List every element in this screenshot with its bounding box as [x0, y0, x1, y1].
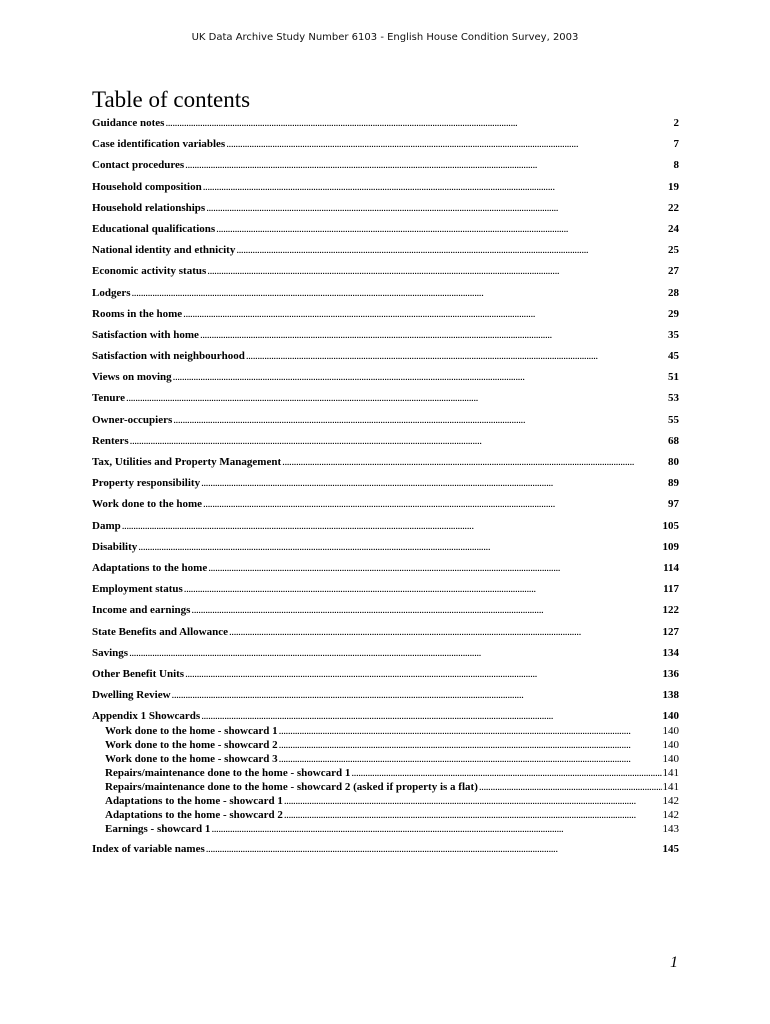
toc-entry-page: 143 [662, 823, 679, 836]
dot-leader [207, 265, 667, 277]
toc-entry-page: 55 [668, 413, 679, 426]
toc-entry[interactable] [92, 244, 679, 265]
toc-subentry[interactable] [92, 767, 679, 781]
toc-entry-label: Lodgers [92, 286, 131, 299]
toc-entry[interactable] [92, 181, 679, 202]
toc-entry-page: 27 [668, 265, 679, 278]
dot-leader [229, 626, 662, 638]
toc-entry[interactable] [92, 159, 679, 180]
table-of-contents [92, 117, 679, 864]
dot-leader [284, 795, 662, 807]
dot-leader [191, 604, 661, 616]
dot-leader [479, 781, 662, 793]
toc-entry[interactable] [92, 392, 679, 413]
toc-entry[interactable] [92, 435, 679, 456]
dot-leader [173, 371, 667, 383]
dot-leader [129, 647, 661, 659]
toc-entry-page: 142 [662, 795, 679, 808]
running-header: UK Data Archive Study Number 6103 - English House Condition Survey, 2003 [191, 32, 579, 43]
dot-leader [246, 350, 667, 362]
toc-entry-label: Tenure [92, 392, 126, 405]
toc-subentry[interactable] [92, 823, 679, 837]
toc-entry[interactable] [92, 477, 679, 498]
dot-leader [236, 244, 667, 256]
dot-leader [122, 520, 662, 532]
page-number: 1 [670, 954, 678, 971]
toc-entry-label: Case identification variables [92, 138, 226, 151]
toc-entry-page: 142 [662, 809, 679, 822]
toc-entry-label: Adaptations to the home - showcard 2 [105, 809, 283, 822]
toc-entry-page: 141 [662, 767, 679, 780]
dot-leader [184, 583, 662, 595]
toc-entry-page: 29 [668, 307, 679, 320]
toc-entry-page: 114 [663, 561, 679, 574]
toc-entry-label: Adaptations to the home - showcard 1 [105, 795, 283, 808]
dot-leader [206, 843, 662, 855]
toc-entry-label: Dwelling Review [92, 689, 171, 702]
toc-entry[interactable] [92, 541, 679, 562]
toc-entry-label: Owner-occupiers [92, 413, 173, 426]
toc-entry-label: State Benefits and Allowance [92, 625, 228, 638]
toc-entry-page: 89 [668, 477, 679, 490]
toc-entry-page: 22 [668, 201, 679, 214]
toc-entry-label: Work done to the home - showcard 1 [105, 725, 278, 738]
dot-leader [201, 710, 661, 722]
toc-entry[interactable] [92, 138, 679, 159]
toc-entry-label: Tax, Utilities and Property Management [92, 456, 282, 468]
toc-subentry[interactable] [92, 739, 679, 753]
toc-entry-page: 51 [668, 371, 679, 384]
dot-leader [284, 809, 662, 821]
toc-entry[interactable] [92, 647, 679, 668]
toc-entry-label: Other Benefit Units [92, 667, 185, 680]
dot-leader [282, 456, 667, 468]
dot-leader [208, 562, 662, 574]
dot-leader [172, 689, 662, 701]
toc-entry-page: 109 [662, 540, 679, 553]
toc-appendix-entries [92, 725, 679, 837]
toc-entry-page: 28 [668, 286, 679, 299]
dot-leader [201, 477, 667, 489]
toc-entry-page: 117 [663, 583, 679, 596]
toc-subentry[interactable] [92, 725, 679, 739]
toc-entry-page: 122 [662, 604, 679, 617]
toc-entry-label: Repairs/maintenance done to the home - showcard 2 (asked if property is a flat) [105, 781, 478, 794]
page-title: Table of contents [92, 87, 251, 112]
toc-entry-page: 136 [662, 667, 679, 680]
toc-entry-label: Work done to the home - showcard 3 [105, 753, 278, 766]
toc-entry[interactable] [92, 520, 679, 541]
toc-entry-label: Employment status [92, 583, 183, 596]
toc-entry-label: Educational qualifications [92, 222, 216, 235]
toc-entry-label: Index of variable names [92, 843, 205, 856]
toc-entry[interactable] [92, 287, 679, 308]
toc-entry-page: 25 [668, 244, 679, 257]
toc-entry-page: 7 [673, 138, 679, 151]
toc-subentry[interactable] [92, 781, 679, 795]
toc-entry-index[interactable] [92, 843, 679, 864]
toc-entry-label: Work done to the home - showcard 2 [105, 739, 278, 752]
dot-leader [351, 767, 661, 779]
toc-entry-label: Satisfaction with home [92, 328, 199, 341]
toc-entry[interactable] [92, 498, 679, 519]
toc-entry-label: Earnings - showcard 1 [105, 823, 211, 836]
toc-entry-label: Income and earnings [92, 604, 191, 617]
dot-leader [173, 414, 667, 426]
toc-entry-label: Contact procedures [92, 159, 185, 172]
toc-entry[interactable] [92, 583, 679, 604]
dot-leader [126, 392, 667, 404]
toc-entry-page: 141 [662, 781, 679, 794]
toc-entry-label: National identity and ethnicity [92, 244, 236, 257]
toc-entry-label: Views on moving [92, 371, 172, 384]
toc-entry-label: Guidance notes [92, 117, 165, 129]
toc-subentry[interactable] [92, 753, 679, 767]
dot-leader [203, 181, 667, 193]
dot-leader [185, 159, 672, 171]
toc-entry-page: 140 [662, 753, 679, 766]
toc-entry[interactable] [92, 202, 679, 223]
toc-entry-page: 24 [668, 222, 679, 235]
toc-entry[interactable] [92, 329, 679, 350]
toc-entry-label: Savings [92, 646, 129, 659]
toc-entry-page: 2 [673, 117, 679, 129]
toc-entry-label: Disability [92, 540, 138, 553]
toc-entry-label: Work done to the home [92, 498, 202, 511]
dot-leader [211, 823, 661, 835]
dot-leader [138, 541, 661, 553]
toc-entry-page: 140 [662, 710, 679, 723]
toc-entry[interactable] [92, 689, 679, 710]
toc-entry-page: 145 [662, 843, 679, 856]
toc-entry-page: 35 [668, 328, 679, 341]
toc-entry[interactable] [92, 456, 679, 477]
toc-entry-label: Property responsibility [92, 477, 201, 490]
dot-leader [165, 117, 672, 129]
dot-leader [206, 202, 667, 214]
dot-leader [130, 435, 667, 447]
toc-entry-page: 19 [668, 180, 679, 193]
dot-leader [279, 725, 662, 737]
toc-entry[interactable] [92, 710, 679, 725]
toc-entry-page: 45 [668, 350, 679, 363]
toc-subentry[interactable] [92, 809, 679, 823]
toc-entry-page: 105 [662, 519, 679, 532]
toc-entry-page: 134 [662, 646, 679, 659]
dot-leader [279, 753, 662, 765]
toc-entry-label: Repairs/maintenance done to the home - showcard 1 [105, 767, 351, 780]
toc-entry[interactable] [92, 668, 679, 689]
toc-entry-label: Satisfaction with neighbourhood [92, 350, 245, 363]
toc-entry-page: 68 [668, 434, 679, 447]
toc-entry[interactable] [92, 308, 679, 329]
toc-entry[interactable] [92, 117, 679, 138]
toc-entry-label: Damp [92, 519, 121, 532]
toc-entry-page: 140 [662, 739, 679, 752]
dot-leader [279, 739, 662, 751]
toc-entry[interactable] [92, 350, 679, 371]
dot-leader [216, 223, 667, 235]
toc-entry[interactable] [92, 604, 679, 625]
toc-entry-label: Adaptations to the home [92, 561, 208, 574]
dot-leader [185, 668, 661, 680]
dot-leader [132, 287, 668, 299]
toc-entry[interactable] [92, 265, 679, 286]
toc-entry[interactable] [92, 562, 679, 583]
toc-entry[interactable] [92, 371, 679, 392]
toc-subentry[interactable] [92, 795, 679, 809]
toc-entry-page: 138 [662, 689, 679, 702]
toc-entry-page: 53 [668, 392, 679, 405]
toc-entry-label: Renters [92, 434, 129, 447]
toc-entry-page: 80 [668, 456, 679, 468]
dot-leader [200, 329, 667, 341]
dot-leader [203, 498, 667, 510]
toc-main-entries [92, 117, 679, 725]
toc-entry[interactable] [92, 414, 679, 435]
toc-entry-page: 127 [662, 625, 679, 638]
toc-entry-page: 8 [673, 159, 679, 172]
toc-entry-label: Economic activity status [92, 265, 207, 278]
toc-entry-label: Appendix 1 Showcards [92, 710, 201, 723]
toc-entry[interactable] [92, 223, 679, 244]
dot-leader [183, 308, 667, 320]
toc-entry-page: 97 [668, 498, 679, 511]
dot-leader [226, 138, 672, 150]
toc-entry[interactable] [92, 626, 679, 647]
toc-entry-label: Household composition [92, 180, 202, 193]
toc-entry-label: Household relationships [92, 201, 206, 214]
toc-entry-label: Rooms in the home [92, 307, 183, 320]
toc-entry-page: 140 [662, 725, 679, 738]
